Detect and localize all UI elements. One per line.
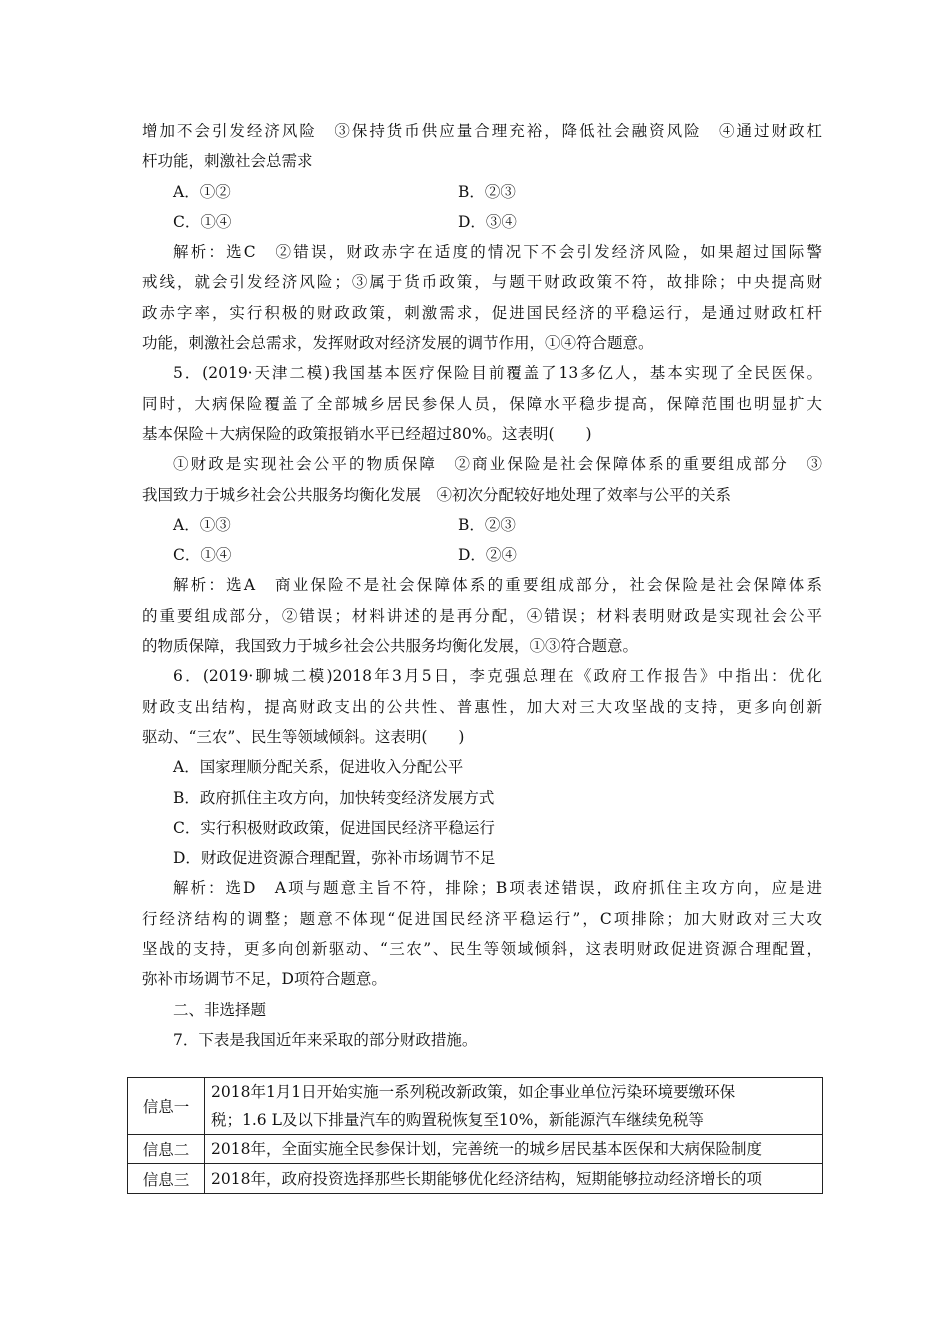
- q6-stem-line: 6．(2019·聊城二模)2018年3月5日，李克强总理在《政府工作报告》中指出：优化: [173, 667, 822, 686]
- row-header: 信息一: [128, 1078, 205, 1135]
- cell-line: 2018年，政府投资选择那些长期能够优化经济结构，短期能够拉动经济增长的项: [211, 1169, 762, 1188]
- table-row: [128, 1078, 823, 1135]
- option-b: B．②③: [458, 515, 516, 534]
- row-content: [205, 1164, 823, 1194]
- q4-statements-line: 增加不会引发经济风险 ③保持货币供应量合理充裕，降低社会融资风险 ④通过财政杠: [142, 122, 822, 140]
- option-a: A．①③: [173, 515, 231, 534]
- q5-stem-line: 同时，大病保险覆盖了全部城乡居民参保人员，保障水平稳步提高，保障范围也明显扩大: [142, 394, 822, 413]
- q5-options-row: [142, 540, 822, 570]
- option-a: A．国家理顺分配关系，促进收入分配公平: [173, 758, 464, 777]
- q5-analysis-line: 解析：选A 商业保险不是社会保障体系的重要组成部分，社会保险是社会保障体系: [173, 576, 822, 595]
- q4-options-row: [142, 207, 822, 237]
- table-row: [128, 1164, 823, 1194]
- q7-stem: 7．下表是我国近年来采取的部分财政措施。: [173, 1030, 478, 1049]
- q5-analysis-line: 的物质保障，我国致力于城乡社会公共服务均衡化发展，①③符合题意。: [142, 637, 639, 656]
- cell-line: 2018年，全面实施全民参保计划，完善统一的城乡居民基本医保和大病保险制度: [211, 1140, 762, 1158]
- q4-analysis-line: 政赤字率，实行积极的财政政策，刺激需求，促进国民经济的平稳运行，是通过财政杠杆: [142, 303, 822, 322]
- document-body: [142, 116, 822, 1055]
- q4-options-row: [142, 177, 822, 207]
- table-row: [128, 1135, 823, 1164]
- row-header: 信息三: [128, 1164, 205, 1194]
- q4-statements-line: 杆功能，刺激社会总需求: [142, 152, 313, 171]
- option-c: C．①④: [173, 546, 232, 565]
- q6-analysis-line: 坚战的支持，更多向创新驱动、“三农”、民生等领域倾斜，这表明财政促进资源合理配置，: [142, 940, 822, 959]
- q6-stem-line: 财政支出结构，提高财政支出的公共性、普惠性，加大对三大攻坚战的支持，更多向创新: [142, 697, 822, 716]
- option-c: C．①④: [173, 212, 232, 231]
- q5-statements-line: ①财政是实现社会公平的物质保障 ②商业保险是社会保障体系的重要组成部分 ③: [173, 455, 822, 474]
- q5-options-row: [142, 510, 822, 540]
- q5-analysis-line: 的重要组成部分，②错误；材料讲述的是再分配，④错误；材料表明财政是实现社会公平: [142, 606, 822, 625]
- q4-analysis-line: 戒线，就会引发经济风险；③属于货币政策，与题干财政政策不符，故排除；中央提高财: [142, 273, 822, 292]
- q6-stem-line: 驱动、“三农”、民生等领域倾斜。这表明( ): [142, 727, 465, 746]
- option-d: D．②④: [458, 546, 517, 565]
- option-a: A．①②: [173, 182, 231, 201]
- q5-statements-line: 我国致力于城乡社会公共服务均衡化发展 ④初次分配较好地处理了效率与公平的关系: [142, 485, 732, 504]
- q6-analysis-line: 行经济结构的调整；题意不体现“促进国民经济平稳运行”，C项排除；加大财政对三大攻: [142, 909, 822, 928]
- cell-line: 税；1.6 L及以下排量汽车的购置税恢复至10%，新能源汽车继续免税等: [211, 1111, 704, 1129]
- row-content: [205, 1135, 823, 1164]
- q5-stem-line: 5．(2019·天津二模)我国基本医疗保险目前覆盖了13多亿人，基本实现了全民医保。: [173, 364, 822, 383]
- row-content: [205, 1078, 823, 1135]
- q6-analysis-line: 弥补市场调节不足，D项符合题意。: [142, 970, 387, 989]
- option-b: B．②③: [458, 182, 516, 201]
- q4-analysis-line: 功能，刺激社会总需求，发挥财政对经济发展的调节作用，①④符合题意。: [142, 334, 654, 353]
- q6-analysis-line: 解析：选D A项与题意主旨不符，排除；B项表述错误，政府抓住主攻方向，应是进: [173, 879, 822, 898]
- option-b: B．政府抓住主攻方向，加快转变经济发展方式: [173, 788, 495, 807]
- row-header: 信息二: [128, 1135, 205, 1164]
- option-d: D．③④: [458, 212, 517, 231]
- policy-table: [127, 1077, 823, 1194]
- option-c: C．实行积极财政政策，促进国民经济平稳运行: [173, 818, 495, 837]
- q4-analysis-line: 解析：选C ②错误，财政赤字在适度的情况下不会引发经济风险，如果超过国际警: [173, 243, 822, 262]
- cell-line: 2018年1月1日开始实施一系列税改新政策，如企事业单位污染环境要缴环保: [211, 1083, 736, 1101]
- section-title: 二、非选择题: [173, 1000, 267, 1019]
- q5-stem-line: 基本保险＋大病保险的政策报销水平已经超过80%。这表明( ): [142, 424, 592, 443]
- option-d: D．财政促进资源合理配置，弥补市场调节不足: [173, 849, 496, 868]
